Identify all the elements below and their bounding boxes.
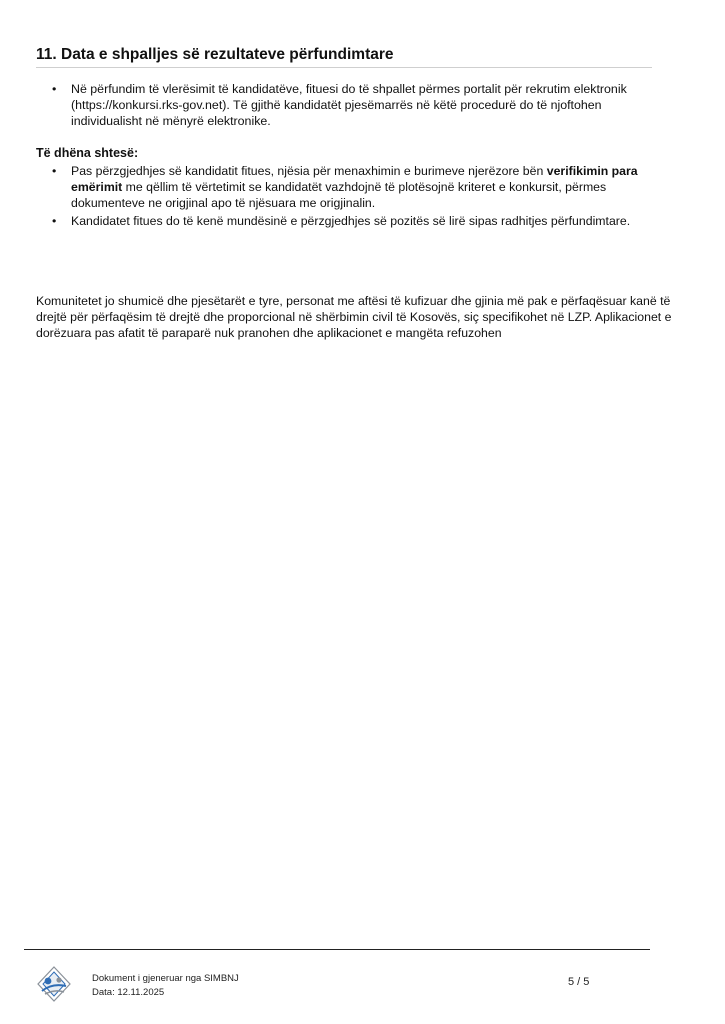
additional-info-list	[36, 163, 652, 231]
list-item	[36, 213, 652, 229]
bullet-icon: •	[52, 82, 57, 96]
footer-divider	[24, 949, 650, 950]
footer-info	[92, 972, 239, 1000]
bullet-icon: •	[52, 164, 57, 178]
additional-info-heading: Të dhëna shtesë:	[36, 146, 139, 160]
generated-by-text: Dokument i gjeneruar nga SIMBNJ	[92, 973, 239, 984]
results-announcement-list	[36, 81, 652, 129]
community-note: Komunitetet jo shumicë dhe pjesëtarët e tyre, personat me aftësi të kufizuar dhe gjinia më pak e përfaqësuar kanë të drejtë për përfaqësim të drejtë dhe proporcional në shërbimin civil të Kosovës, siç specifikohet në LZP. Aplikacionet e dorëzuara pas afatit të paraparë nuk pranohen dhe aplikacionet e mangëta refuzohen	[36, 294, 672, 340]
simbnj-logo-icon	[36, 965, 72, 1003]
item-text-start: Pas përzgjedhjes së kandidatit fitues, njësia për menaxhimin e burimeve njerëzore bën	[71, 164, 547, 178]
page-number: 5 / 5	[568, 976, 590, 988]
section-title: 11. Data e shpalljes së rezultateve përfundimtare	[36, 46, 652, 68]
item-text: Kandidatet fitues do të kenë mundësinë e përzgjedhjes së pozitës së lirë sipas radhitjes përfundimtare.	[71, 214, 631, 228]
generated-date: Data: 12.11.2025	[92, 987, 165, 998]
item-text-bold: verifikimin para emërimit	[71, 164, 638, 194]
item-text-end: me qëllim të vërtetimit se kandidatët vazhdojnë të plotësojnë kriteret e konkursit, përmes dokumenteve ne origjinal apo të njësuara me origjinalin.	[71, 180, 607, 210]
bullet-icon: •	[52, 214, 57, 228]
bullet-text: Në përfundim të vlerësimit të kandidatëve, fituesi do të shpallet përmes portalit për rekrutim elektronik (https://konkursi.rks-gov.net). Të gjithë kandidatët pjesëmarrës në këtë procedurë do të njoftohen individualisht në mënyrë elektronike.	[71, 82, 627, 128]
list-item	[36, 163, 652, 211]
list-item	[36, 81, 652, 129]
